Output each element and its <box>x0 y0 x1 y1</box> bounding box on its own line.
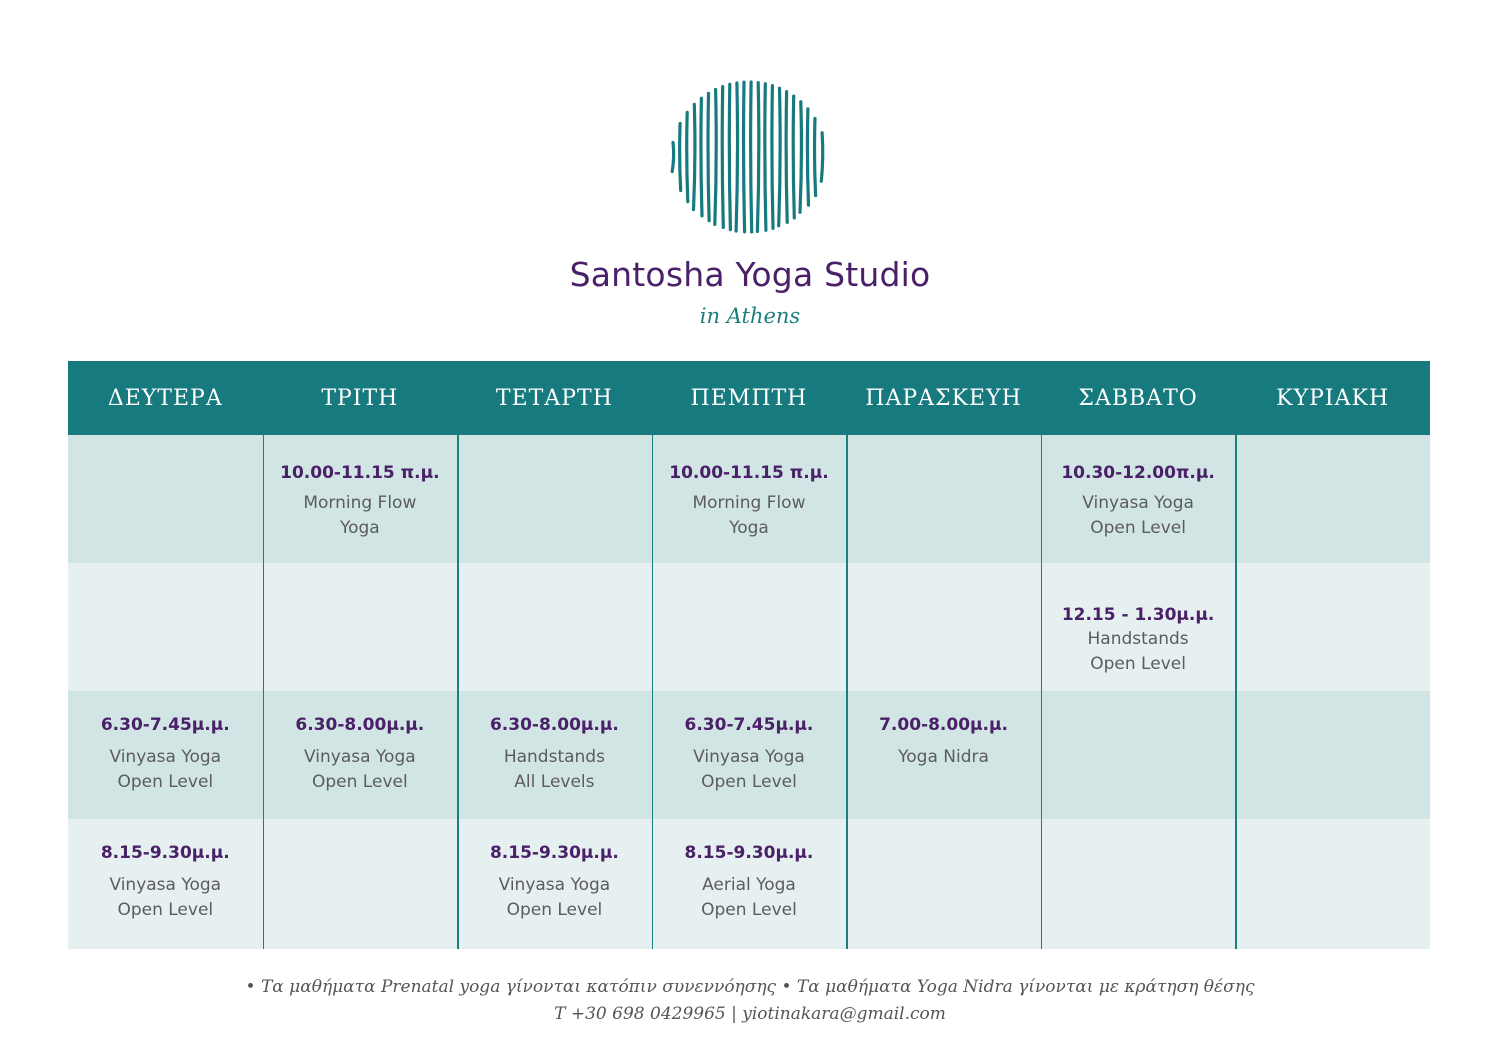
class-time: 10.00-11.15 π.μ. <box>280 463 440 483</box>
logo-stripe <box>751 82 752 232</box>
footer-note: • Τα μαθήματα Prenatal yoga γίνονται κατόπιν συνεννόησης • Τα μαθήματα Yoga Nidra γίνονται με κράτηση θέσης <box>245 977 1255 997</box>
class-slot <box>68 691 263 819</box>
class-name: Open Level <box>701 900 797 920</box>
logo-stripe <box>672 142 673 171</box>
logo-stripe <box>687 112 688 201</box>
day-header: ΤΕΤΑΡΤΗ <box>495 385 613 411</box>
class-name: All Levels <box>514 772 595 792</box>
empty-slot <box>263 819 458 949</box>
day-header: ΠΑΡΑΣΚΕΥΗ <box>865 385 1022 411</box>
day-header-row <box>68 361 1430 435</box>
class-name: Open Level <box>1090 518 1186 538</box>
empty-slot <box>1041 691 1236 819</box>
class-name: Yoga <box>729 518 769 538</box>
class-name: Open Level <box>506 900 603 920</box>
schedule-row <box>68 819 1430 949</box>
weekly-schedule-table <box>68 361 1430 949</box>
class-time: 6.30-7.45μ.μ. <box>684 715 814 735</box>
class-name: Aerial Yoga <box>702 875 796 895</box>
schedule-row <box>68 563 1430 691</box>
logo-stripe <box>807 109 808 205</box>
logo-stripe <box>701 98 702 216</box>
class-name: Yoga <box>339 518 380 538</box>
class-name: Open Level <box>312 772 408 792</box>
day-header: ΣΑΒΒΑΤΟ <box>1078 385 1198 411</box>
empty-slot <box>68 563 263 691</box>
logo-stripe <box>815 118 816 195</box>
class-time: 8.15-9.30μ.μ. <box>100 843 230 863</box>
class-time: 10.30-12.00π.μ. <box>1061 463 1215 483</box>
column-divider <box>263 435 265 949</box>
class-name: Open Level <box>701 772 797 792</box>
schedule-rows <box>68 435 1430 949</box>
empty-slot <box>1235 691 1430 819</box>
column-divider <box>1235 435 1237 949</box>
class-slot <box>1041 563 1236 691</box>
logo-stripe <box>722 87 723 228</box>
class-time: 7.00-8.00μ.μ. <box>879 715 1008 735</box>
class-slot <box>68 819 263 949</box>
class-slot <box>846 691 1041 819</box>
logo-stripe <box>800 102 801 213</box>
class-name: Vinyasa Yoga <box>1082 493 1194 513</box>
empty-slot <box>263 563 458 691</box>
column-divider <box>457 435 459 949</box>
logo-stripe <box>680 123 681 190</box>
logo-stripe <box>744 82 745 232</box>
class-time: 6.30-7.45μ.μ. <box>100 715 230 735</box>
column-divider <box>846 435 848 949</box>
class-slot <box>263 691 458 819</box>
class-name: Handstands <box>1087 629 1189 649</box>
empty-slot <box>652 563 847 691</box>
class-name: Vinyasa Yoga <box>109 875 222 895</box>
class-name: Yoga Nidra <box>898 747 989 767</box>
class-name: Vinyasa Yoga <box>304 747 416 767</box>
class-time: 12.15 - 1.30μ.μ. <box>1061 605 1215 625</box>
logo-stripe <box>694 104 695 209</box>
class-name: Morning Flow <box>692 493 806 513</box>
empty-slot <box>1235 435 1430 563</box>
logo-stripe <box>708 93 709 220</box>
class-slot <box>652 435 847 563</box>
class-slot <box>1041 435 1236 563</box>
striped-circle-logo <box>669 77 829 237</box>
class-slot <box>457 819 652 949</box>
logo-stripe <box>736 83 737 231</box>
logo-stripe <box>765 84 766 231</box>
class-name: Open Level <box>117 900 214 920</box>
logo-stripe <box>772 86 773 229</box>
day-header: ΔΕΥΤΕΡΑ <box>107 385 223 411</box>
class-name: Vinyasa Yoga <box>109 747 222 767</box>
class-time: 8.15-9.30μ.μ. <box>489 843 619 863</box>
logo-stripe <box>729 84 730 229</box>
empty-slot <box>1041 819 1236 949</box>
day-header: ΚΥΡΙΑΚΗ <box>1276 385 1390 411</box>
empty-slot <box>846 819 1041 949</box>
logo-stripe <box>779 88 780 226</box>
class-time: 6.30-8.00μ.μ. <box>295 715 425 735</box>
class-time: 8.15-9.30μ.μ. <box>684 843 814 863</box>
class-name: Morning Flow <box>303 493 417 513</box>
empty-slot <box>457 435 652 563</box>
class-name: Handstands <box>503 747 605 767</box>
column-divider <box>1041 435 1043 949</box>
schedule-row <box>68 691 1430 819</box>
empty-slot <box>457 563 652 691</box>
empty-slot <box>1235 563 1430 691</box>
day-header: ΤΡΙΤΗ <box>321 385 399 411</box>
class-slot <box>457 691 652 819</box>
empty-slot <box>68 435 263 563</box>
class-name: Open Level <box>117 772 214 792</box>
schedule-row <box>68 435 1430 563</box>
column-divider <box>652 435 654 949</box>
logo-stripe <box>715 90 716 225</box>
class-name: Vinyasa Yoga <box>498 875 611 895</box>
class-name: Open Level <box>1090 654 1186 674</box>
logo-stripe <box>793 96 794 218</box>
logo-stripe <box>786 92 787 223</box>
class-time: 6.30-8.00μ.μ. <box>489 715 619 735</box>
class-slot <box>652 691 847 819</box>
empty-slot <box>846 435 1041 563</box>
class-slot <box>652 819 847 949</box>
class-slot <box>263 435 458 563</box>
studio-name: Santosha Yoga Studio <box>569 255 931 294</box>
day-header: ΠΕΜΠΤΗ <box>690 385 808 411</box>
footer-contact: T +30 698 0429965 | yiotinakara@gmail.com <box>554 1004 946 1024</box>
class-name: Vinyasa Yoga <box>693 747 805 767</box>
logo-stripe <box>757 83 758 232</box>
empty-slot <box>846 563 1041 691</box>
class-time: 10.00-11.15 π.μ. <box>669 463 829 483</box>
studio-location: in Athens <box>699 304 801 328</box>
empty-slot <box>1235 819 1430 949</box>
logo-stripe <box>821 133 822 181</box>
